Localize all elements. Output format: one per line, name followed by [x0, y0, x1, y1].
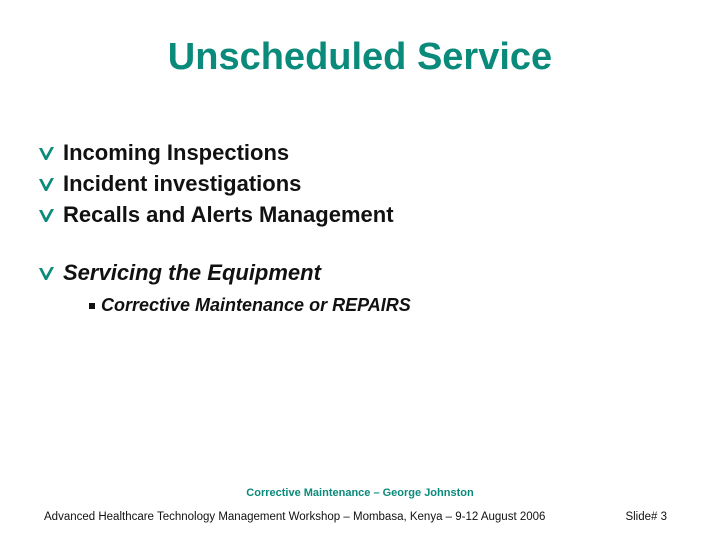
bullet-item: [37, 169, 677, 200]
check-v-icon: [37, 145, 57, 163]
sub-bullet-item: [37, 291, 677, 321]
check-v-icon: [37, 265, 57, 283]
slide-number: Slide# 3: [625, 511, 667, 523]
sub-bullet-text: Corrective Maintenance or REPAIRS: [101, 295, 411, 315]
bullet-text: Servicing the Equipment: [63, 260, 321, 285]
bullet-text: Recalls and Alerts Management: [63, 202, 394, 227]
bullet-item: [37, 138, 677, 169]
check-v-icon: [37, 207, 57, 225]
slide-title: Unscheduled Service: [167, 36, 553, 78]
footer-event: Advanced Healthcare Technology Management Workshop – Mombasa, Kenya – 9-12 August 2006: [44, 511, 546, 523]
bullet-item: [37, 258, 677, 289]
bullet-text: Incoming Inspections: [63, 140, 290, 165]
square-bullet-icon: [89, 303, 95, 309]
bullet-list: [37, 138, 677, 321]
footer-author: Corrective Maintenance – George Johnston: [246, 487, 474, 499]
bullet-text: Incident investigations: [63, 171, 302, 196]
bullet-item: [37, 200, 677, 231]
check-v-icon: [37, 176, 57, 194]
